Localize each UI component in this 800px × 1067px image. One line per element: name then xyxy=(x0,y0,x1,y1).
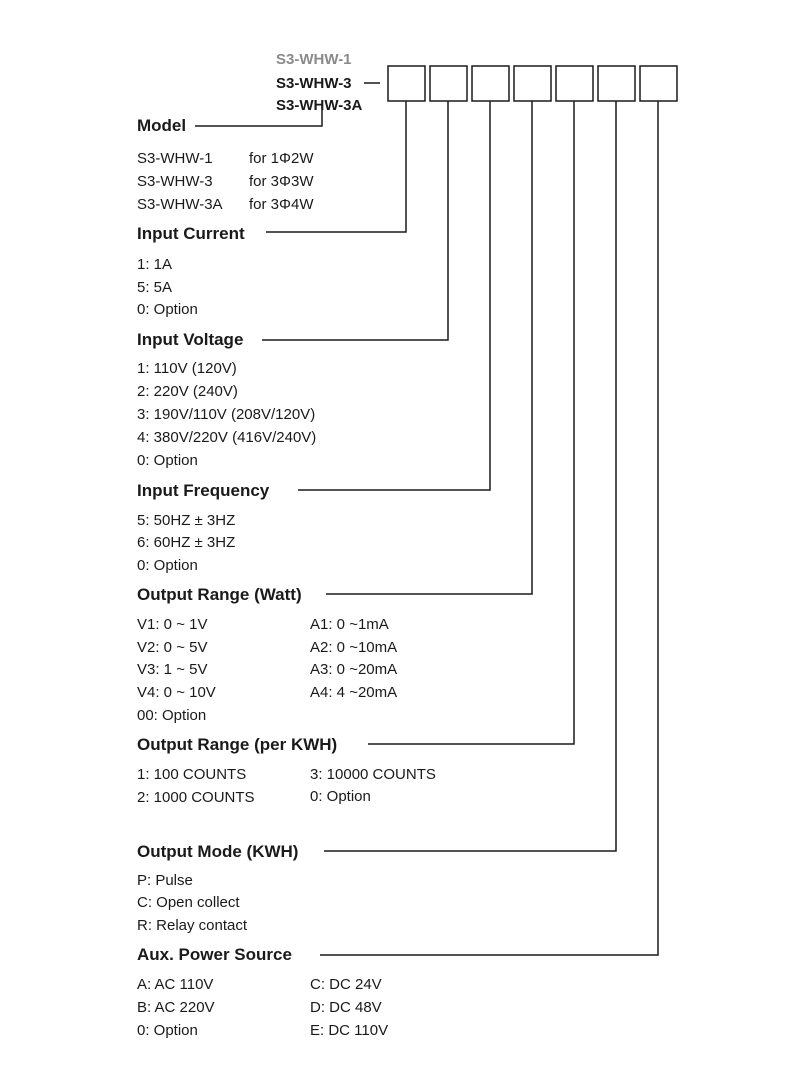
input-current-item: 0: Option xyxy=(137,301,198,318)
input-voltage-title: Input Voltage xyxy=(137,330,244,349)
output-range-watt-current: A2: 0 ~10mA xyxy=(310,639,398,656)
input-current-title: Input Current xyxy=(137,224,245,243)
aux-power-item: D: DC 48V xyxy=(310,999,382,1016)
output-mode-leader xyxy=(324,101,616,851)
code-box-1 xyxy=(388,66,425,101)
output-mode-item: C: Open collect xyxy=(137,894,240,911)
output-range-watt-leader xyxy=(326,101,532,594)
model-code-middle: S3-WHW-3 xyxy=(276,75,352,92)
aux-power-item: A: AC 110V xyxy=(137,976,214,993)
output-range-kwh-title: Output Range (per KWH) xyxy=(137,735,338,754)
output-range-watt-voltage: V1: 0 ~ 1V xyxy=(137,616,208,633)
output-mode-item: P: Pulse xyxy=(137,872,193,889)
output-range-kwh-item: 1: 100 COUNTS xyxy=(137,766,247,783)
output-range-watt-voltage: V4: 0 ~ 10V xyxy=(137,684,216,701)
output-range-watt-current: A1: 0 ~1mA xyxy=(310,616,389,633)
model-row-code: S3-WHW-3A xyxy=(137,196,223,213)
model-row-desc: for 3Φ4W xyxy=(249,196,314,213)
code-box-2 xyxy=(430,66,467,101)
aux-power-leader xyxy=(320,101,658,955)
output-range-watt-current: A4: 4 ~20mA xyxy=(310,684,398,701)
model-row-code: S3-WHW-1 xyxy=(137,150,213,167)
input-current-item: 5: 5A xyxy=(137,279,173,296)
model-code-bottom: S3-WHW-3A xyxy=(276,97,363,114)
model-title: Model xyxy=(137,116,187,135)
output-range-kwh-item: 2: 1000 COUNTS xyxy=(137,789,255,806)
output-range-kwh-item: 3: 10000 COUNTS xyxy=(310,766,436,783)
output-range-watt-voltage: V2: 0 ~ 5V xyxy=(137,639,208,656)
output-range-watt-title: Output Range (Watt) xyxy=(137,585,302,604)
model-row-desc: for 1Φ2W xyxy=(249,150,314,167)
input-voltage-item: 3: 190V/110V (208V/120V) xyxy=(137,406,316,423)
input-voltage-item: 2: 220V (240V) xyxy=(137,383,238,400)
input-voltage-item: 1: 110V (120V) xyxy=(137,360,237,377)
code-box-3 xyxy=(472,66,509,101)
aux-power-item: E: DC 110V xyxy=(310,1022,389,1039)
aux-power-item: 0: Option xyxy=(137,1022,198,1039)
aux-power-item: C: DC 24V xyxy=(310,976,382,993)
output-range-kwh-item: 0: Option xyxy=(310,788,371,805)
input-frequency-item: 0: Option xyxy=(137,557,198,574)
model-code-top: S3-WHW-1 xyxy=(276,51,352,68)
input-voltage-item: 4: 380V/220V (416V/240V) xyxy=(137,429,317,446)
output-range-watt-option: 00: Option xyxy=(137,707,207,724)
input-voltage-item: 0: Option xyxy=(137,452,198,469)
code-box-4 xyxy=(514,66,551,101)
output-mode-item: R: Relay contact xyxy=(137,917,248,934)
input-voltage-leader xyxy=(262,101,448,340)
code-box-5 xyxy=(556,66,593,101)
input-frequency-leader xyxy=(298,101,490,490)
aux-power-title: Aux. Power Source xyxy=(137,945,292,964)
model-row-code: S3-WHW-3 xyxy=(137,173,213,190)
output-range-kwh-leader xyxy=(368,101,574,744)
code-box-6 xyxy=(598,66,635,101)
output-mode-title: Output Mode (KWH) xyxy=(137,842,299,861)
input-frequency-item: 5: 50HZ ± 3HZ xyxy=(137,512,236,529)
input-frequency-title: Input Frequency xyxy=(137,481,270,500)
output-range-watt-voltage: V3: 1 ~ 5V xyxy=(137,661,208,678)
input-frequency-item: 6: 60HZ ± 3HZ xyxy=(137,534,236,551)
model-row-desc: for 3Φ3W xyxy=(249,173,314,190)
output-range-watt-current: A3: 0 ~20mA xyxy=(310,661,398,678)
input-current-item: 1: 1A xyxy=(137,256,173,273)
aux-power-item: B: AC 220V xyxy=(137,999,215,1016)
code-box-7 xyxy=(640,66,677,101)
